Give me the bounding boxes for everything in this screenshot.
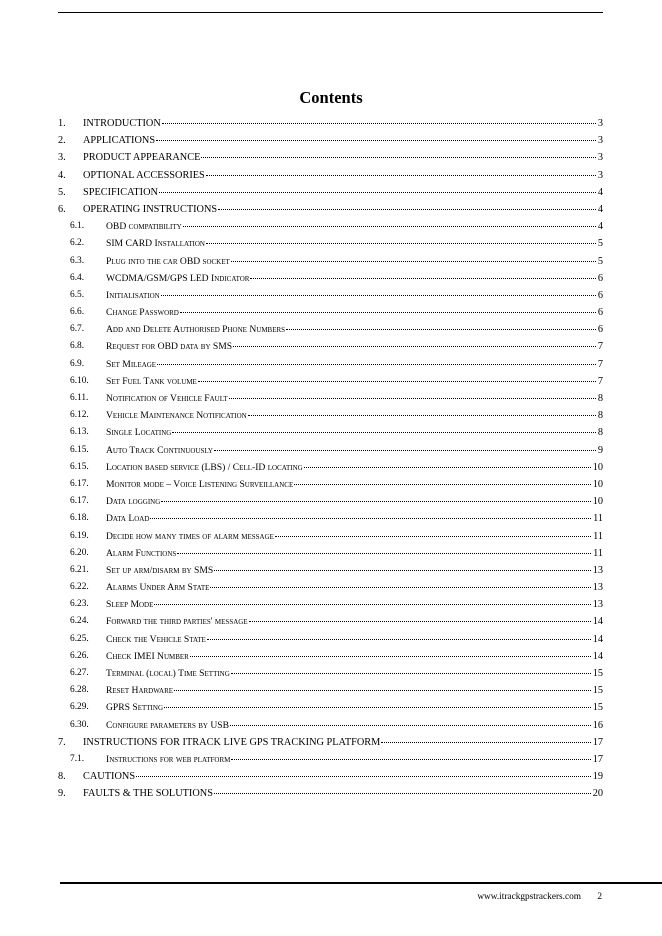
toc-entry-title[interactable]: Monitor mode – Voice Listening Surveillance [106,478,294,490]
toc-entry-number: 6.30. [70,719,89,730]
page-title: Contents [299,88,363,107]
toc-entry-line [83,132,603,149]
toc-entry[interactable] [58,734,603,751]
toc-entry-line [106,253,603,270]
toc-entry-line [83,734,603,751]
toc-entry[interactable] [58,545,603,562]
toc-entry-number: 6.29. [70,702,89,713]
toc-entry[interactable] [58,184,603,201]
toc-entry-line [106,528,603,545]
toc-entry-title[interactable]: INSTRUCTIONS FOR ITRACK LIVE GPS TRACKING PLATFORM [83,736,381,748]
toc-entry[interactable] [58,665,603,682]
toc-entry[interactable] [58,235,603,252]
dot-leader [214,450,596,451]
toc-entry-line [83,201,603,218]
dot-leader [156,140,596,141]
toc-entry-page: 5 [597,238,603,250]
toc-entry-title[interactable]: Decide how many times of alarm message [106,530,274,542]
toc-entry-page: 10 [592,461,603,473]
toc-entry[interactable] [58,373,603,390]
toc-entry-page: 9 [597,444,603,456]
dot-leader [190,656,591,657]
toc-entry[interactable] [58,493,603,510]
toc-entry-page: 3 [597,118,603,129]
table-of-contents [58,115,603,803]
toc-entry-line [106,459,603,476]
dot-leader [159,192,596,193]
toc-entry-line [106,270,603,287]
toc-entry[interactable] [58,562,603,579]
toc-entry-page: 14 [592,616,603,628]
toc-entry-line [83,785,603,802]
toc-entry[interactable] [58,785,603,802]
footer-page-number: 2 [597,892,602,902]
toc-entry[interactable] [58,149,603,166]
toc-entry-page: 11 [593,513,603,525]
toc-entry-page: 19 [592,771,603,783]
dot-leader [154,604,590,605]
toc-entry-title[interactable]: Auto Track Continuously [106,444,213,456]
dot-leader [183,226,596,227]
toc-entry-line [83,115,603,132]
toc-entry-page: 3 [597,152,603,164]
toc-entry-number: 4. [58,169,66,181]
toc-entry-number: 6.7. [70,324,85,335]
toc-entry-number: 6. [58,203,66,215]
toc-entry-number: 7.1. [70,753,85,764]
toc-entry-number: 6.21. [70,564,89,575]
toc-entry-number: 6.20. [70,547,89,558]
toc-entry-title[interactable]: INTRODUCTION [83,118,161,129]
toc-entry-page: 13 [592,564,603,576]
toc-entry-number: 6.4. [70,272,85,283]
toc-entry-line [106,493,603,510]
toc-entry-line [106,390,603,407]
toc-entry-title[interactable]: Notification of Vehicle Fault [106,393,228,404]
toc-entry-line [106,596,603,613]
toc-entry-page: 3 [597,169,603,181]
toc-entry[interactable] [58,459,603,476]
dot-leader [210,587,590,588]
dot-leader [177,553,591,554]
toc-entry-line [106,562,603,579]
toc-entry-line [106,665,603,682]
toc-entry[interactable] [58,682,603,699]
toc-entry-page: 16 [592,719,603,731]
toc-entry-page: 7 [597,358,603,370]
toc-entry-page: 6 [597,289,603,301]
toc-entry-page: 14 [592,633,603,645]
toc-entry-number: 6.24. [70,616,89,627]
toc-entry-line [106,373,603,390]
toc-entry-title[interactable]: Reset Hardware [106,685,174,697]
toc-entry-title[interactable]: Single Locating [106,427,172,439]
toc-entry[interactable] [58,476,603,493]
dot-leader [157,364,596,365]
toc-entry-number: 6.18. [70,513,89,524]
toc-entry[interactable] [58,751,603,768]
toc-entry-page: 17 [592,753,603,765]
toc-entry[interactable] [58,253,603,270]
page-footer [477,892,602,902]
toc-entry[interactable] [58,167,603,184]
toc-entry[interactable] [58,613,603,630]
toc-entry-title[interactable]: OPERATING INSTRUCTIONS [83,203,218,215]
toc-entry[interactable] [58,768,603,785]
toc-entry-page: 13 [592,582,603,594]
toc-entry-number: 6.27. [70,668,89,678]
dot-leader [231,759,590,760]
dot-leader [136,776,591,777]
toc-entry-number: 6.19. [70,530,89,541]
dot-leader [275,536,591,537]
dot-leader [231,261,596,262]
toc-entry-page: 15 [592,702,603,714]
toc-entry-number: 2. [58,135,66,147]
toc-entry-number: 6.13. [70,427,89,438]
toc-entry-line [106,510,603,527]
toc-entry-page: 6 [597,307,603,319]
dot-leader [198,381,596,382]
toc-entry-line [106,442,603,459]
dot-leader [230,725,591,726]
toc-entry[interactable] [58,201,603,218]
toc-entry-page: 7 [597,341,603,353]
toc-entry-line [106,218,603,235]
toc-entry-number: 6.6. [70,307,85,318]
toc-entry-number: 6.26. [70,650,89,661]
toc-entry-page: 10 [592,496,603,508]
dot-leader [214,793,591,794]
toc-entry-page: 14 [592,650,603,662]
toc-entry[interactable] [58,407,603,424]
toc-entry-line [83,184,603,201]
toc-entry-number: 6.15. [70,444,89,455]
dot-leader [218,209,596,210]
toc-entry-title[interactable]: Change Password [106,307,179,319]
toc-entry-page: 3 [597,135,603,147]
toc-entry-number: 3. [58,152,66,164]
footer-rule [60,882,662,884]
dot-leader [249,621,591,622]
toc-entry[interactable] [58,270,603,287]
toc-entry-line [106,356,603,373]
toc-entry-title[interactable]: Alarm Functions [106,547,177,559]
toc-entry-title[interactable]: Terminal (local) Time Setting [106,668,230,679]
toc-entry[interactable] [58,304,603,321]
toc-entry-line [106,476,603,493]
toc-entry-line [106,579,603,596]
dot-leader [206,243,596,244]
toc-entry-title[interactable]: Add and Delete Authorised Phone Numbers [106,324,286,336]
toc-entry-line [83,167,603,184]
toc-entry-number: 6.12. [70,410,89,421]
toc-entry-number: 1. [58,118,66,129]
toc-entry-title[interactable]: Set up arm/disarm by SMS [106,564,214,576]
toc-entry-title[interactable]: Request for OBD data by SMS [106,341,233,353]
toc-entry-number: 6.22. [70,582,89,593]
toc-entry-title[interactable]: Sleep Mode [106,599,154,611]
dot-leader [174,690,591,691]
toc-entry-page: 6 [597,324,603,336]
dot-leader [381,742,590,743]
toc-entry-line [106,235,603,252]
header-rule [58,12,603,13]
dot-leader [229,398,596,399]
toc-entry-line [106,613,603,630]
dot-leader [206,175,596,176]
toc-entry-number: 8. [58,771,66,783]
toc-entry[interactable] [58,132,603,149]
toc-entry-line [106,682,603,699]
toc-entry-title[interactable]: WCDMA/GSM/GPS LED Indicator [106,272,250,284]
toc-entry-number: 6.17. [70,478,89,489]
toc-entry-number: 6.25. [70,633,89,644]
dot-leader [286,329,596,330]
footer-url[interactable]: www.itrackgpstrackers.com [477,892,582,902]
toc-entry[interactable] [58,338,603,355]
dot-leader [172,432,596,433]
dot-leader [161,295,596,296]
dot-leader [250,278,595,279]
toc-entry-line [106,321,603,338]
toc-entry-title[interactable]: Plug into the car OBD socket [106,255,230,267]
toc-entry-number: 6.3. [70,255,85,266]
toc-entry-line [106,751,603,768]
toc-entry-page: 17 [592,736,603,748]
toc-entry-number: 6.5. [70,289,85,300]
toc-entry-title[interactable]: Data logging [106,496,161,508]
toc-entry-page: 5 [597,255,603,267]
dot-leader [207,639,591,640]
toc-entry-page: 4 [597,203,603,215]
toc-entry-title[interactable]: OPTIONAL ACCESSORIES [83,169,205,181]
toc-entry[interactable] [58,528,603,545]
toc-entry-title[interactable]: PRODUCT APPEARANCE [83,152,201,164]
toc-entry[interactable] [58,442,603,459]
toc-entry-title[interactable]: Check the Vehicle State [106,633,206,645]
toc-entry[interactable] [58,699,603,716]
toc-entry-title[interactable]: FAULTS & THE SOLUTIONS [83,788,213,800]
toc-entry-title[interactable]: Vehicle Maintenance Notification [106,410,247,422]
toc-entry-number: 9. [58,788,66,800]
toc-entry[interactable] [58,390,603,407]
toc-entry-title[interactable]: Forward the third parties' message [106,616,248,628]
toc-entry-number: 6.15. [70,461,89,472]
toc-entry[interactable] [58,596,603,613]
toc-entry-line [83,768,603,785]
toc-entry-title[interactable]: Location based service (LBS) / Cell-ID locating [106,461,303,473]
toc-entry[interactable] [58,717,603,734]
toc-entry-line [106,699,603,716]
toc-entry-number: 6.23. [70,599,89,610]
toc-entry-line [106,304,603,321]
toc-entry-page: 13 [592,599,603,611]
dot-leader [180,312,596,313]
toc-entry-number: 6.17. [70,496,89,507]
dot-leader [248,415,596,416]
toc-entry[interactable] [58,424,603,441]
toc-entry-line [106,648,603,665]
toc-entry-title[interactable]: Instructions for web platform [106,753,231,765]
toc-entry-page: 7 [597,375,603,387]
toc-entry-page: 11 [593,547,603,559]
toc-entry[interactable] [58,321,603,338]
toc-entry-number: 6.9. [70,358,85,369]
toc-entry-title[interactable]: CAUTIONS [83,771,136,783]
dot-leader [231,673,591,674]
dot-leader [150,518,591,519]
toc-entry[interactable] [58,579,603,596]
toc-entry-title[interactable]: Data Load [106,513,150,525]
toc-entry[interactable] [58,287,603,304]
toc-entry-title[interactable]: Alarms Under Arm State [106,582,210,594]
toc-entry-number: 6.2. [70,238,85,249]
toc-entry-page: 8 [597,410,603,422]
dot-leader [294,484,590,485]
toc-entry-page: 8 [597,393,603,404]
toc-entry-line [106,338,603,355]
toc-entry-title[interactable]: OBD compatibility [106,221,182,233]
toc-entry-number: 6.1. [70,221,85,232]
toc-entry-title[interactable]: SPECIFICATION [83,186,158,198]
toc-entry-number: 7. [58,736,66,748]
toc-entry-number: 6.28. [70,685,89,696]
toc-entry[interactable] [58,631,603,648]
toc-entry[interactable] [58,510,603,527]
toc-entry[interactable] [58,218,603,235]
toc-entry-number: 5. [58,186,66,198]
dot-leader [162,123,596,124]
toc-entry-line [106,545,603,562]
toc-entry-line [106,287,603,304]
toc-entry-page: 15 [592,685,603,697]
toc-entry-title[interactable]: Set Mileage [106,358,157,370]
toc-entry-title[interactable]: Initialisation [106,289,160,301]
toc-entry-line [106,424,603,441]
toc-entry-page: 11 [593,530,603,542]
toc-entry-page: 20 [592,788,603,800]
toc-entry-page: 4 [597,186,603,198]
toc-entry[interactable] [58,115,603,132]
toc-entry-page: 6 [597,272,603,284]
toc-entry[interactable] [58,648,603,665]
toc-entry[interactable] [58,356,603,373]
toc-entry-number: 6.11. [70,393,89,403]
toc-entry-number: 6.10. [70,375,89,386]
toc-entry-line [83,149,603,166]
toc-entry-page: 4 [597,221,603,233]
dot-leader [161,501,590,502]
toc-entry-page: 10 [592,478,603,490]
toc-entry-title[interactable]: SIM CARD Installation [106,238,205,250]
toc-entry-number: 6.8. [70,341,85,352]
dot-leader [201,157,595,158]
toc-entry-title[interactable]: Set Fuel Tank volume [106,375,197,387]
toc-entry-title[interactable]: GPRS Setting [106,702,164,714]
toc-entry-page: 8 [597,427,603,439]
toc-entry-line [106,407,603,424]
dot-leader [233,346,596,347]
dot-leader [214,570,591,571]
toc-entry-line [106,717,603,734]
dot-leader [304,467,591,468]
toc-entry-page: 15 [592,668,603,679]
toc-entry-title[interactable]: APPLICATIONS [83,135,156,147]
toc-entry-line [106,631,603,648]
toc-entry-title[interactable]: Check IMEI Number [106,650,189,662]
dot-leader [164,707,591,708]
toc-entry-title[interactable]: Configure parameters by USB [106,719,230,731]
